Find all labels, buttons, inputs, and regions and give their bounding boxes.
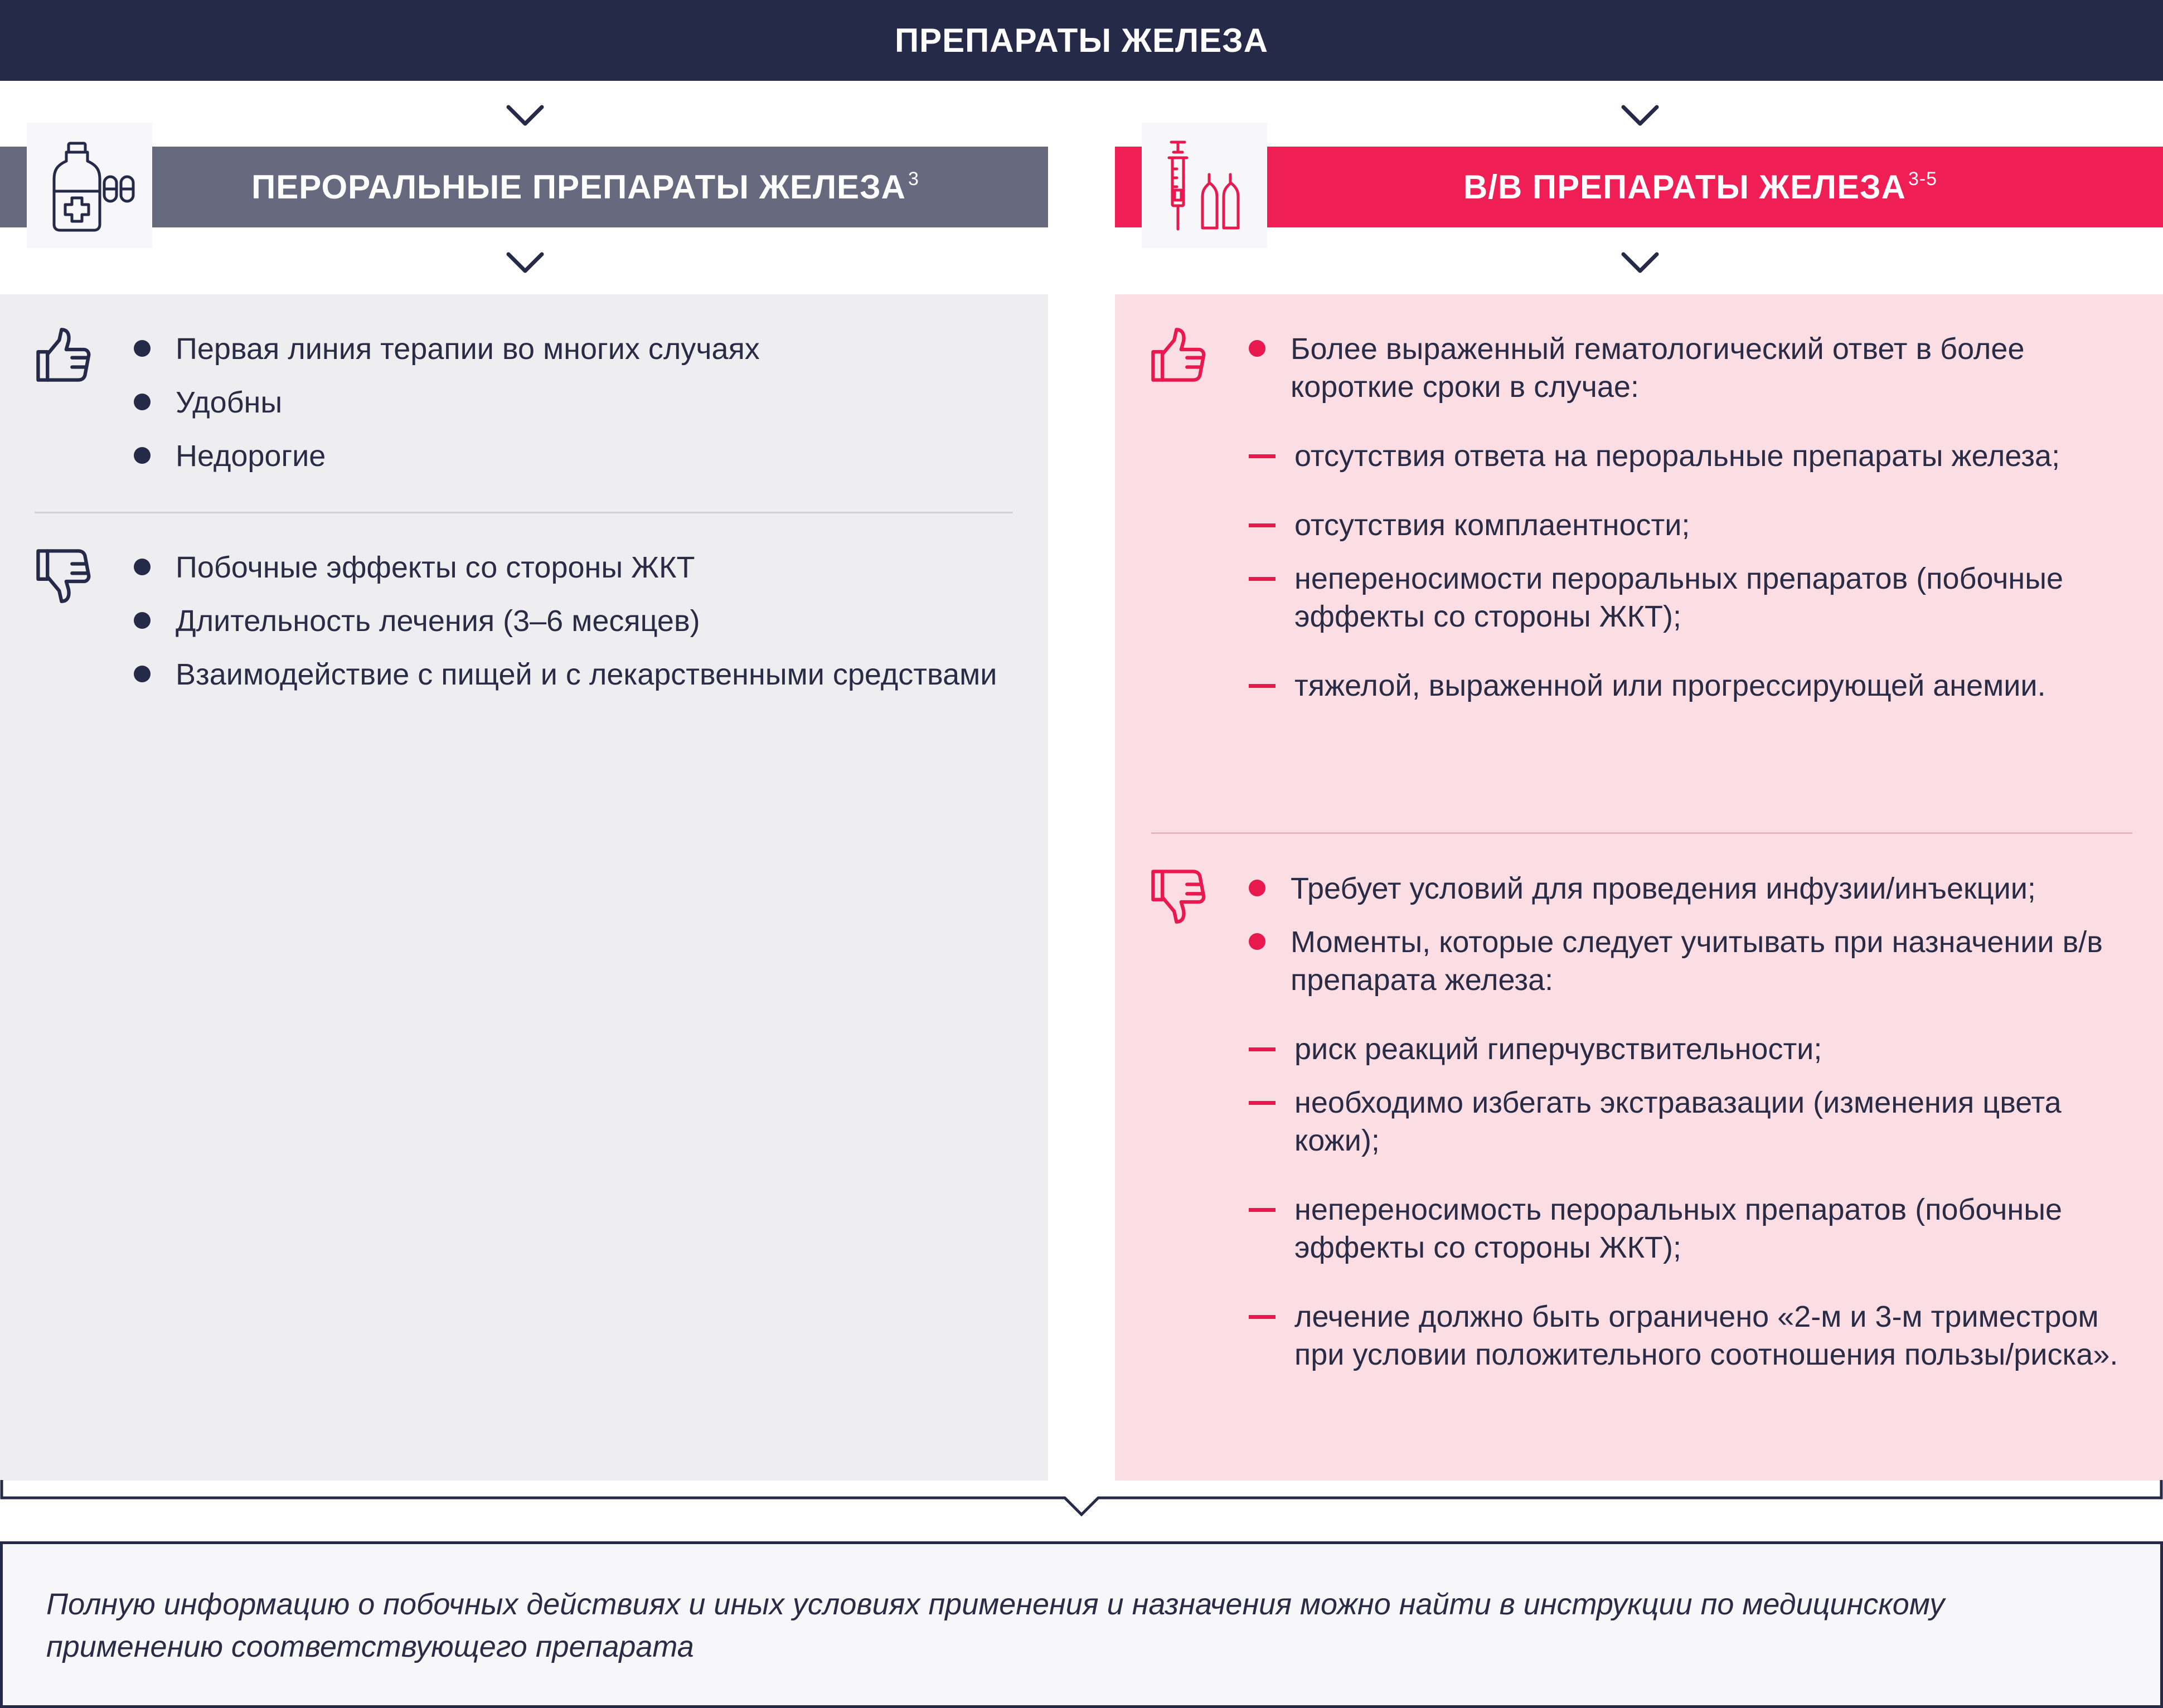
list-item: Первая линия терапии во многих случаях (134, 330, 1026, 368)
list-item: Удобны (134, 384, 1026, 421)
sub-list-item: отсутствия ответа на пероральные препараты железа; (1249, 437, 2141, 475)
bottle-pills-icon (27, 123, 152, 248)
oral-cons-list (134, 549, 1003, 709)
sub-list-item: непереносимости пероральных препаратов (побочные эффекты со стороны ЖКТ); (1249, 560, 2141, 635)
list-item: Моменты, которые следует учитывать при назначении в/в препарата железа: (1249, 923, 2152, 999)
bracket-connector (0, 1480, 2163, 1547)
sub-list-item: риск реакций гиперчувствительности; (1249, 1030, 2152, 1068)
thumbs-up-icon (33, 326, 92, 385)
oral-iron-header (0, 147, 1048, 227)
sub-list-item: отсутствия комплаентности; (1249, 506, 2141, 544)
iv-iron-header (1115, 147, 2163, 227)
note-box (0, 1541, 2163, 1708)
list-item: Недорогие (134, 437, 1026, 475)
list-item: Взаимодействие с пищей и с лекарственными средствами (134, 656, 1003, 693)
thumbs-up-icon (1148, 326, 1207, 385)
iv-cons-sublist (1249, 1030, 2152, 1374)
iv-iron-title: В/В ПРЕПАРАТЫ ЖЕЛЕЗА (1463, 168, 1906, 206)
list-item: Более выраженный гематологический ответ в более короткие сроки в случае: (1249, 330, 2141, 406)
oral-iron-title: ПЕРОРАЛЬНЫЕ ПРЕПАРАТЫ ЖЕЛЕЗА (251, 168, 906, 206)
oral-iron-title-ref: 3 (908, 168, 919, 190)
main-title: ПРЕПАРАТЫ ЖЕЛЕЗА (894, 22, 1269, 59)
main-title-banner (0, 0, 2163, 81)
sub-list-item: необходимо избегать экстравазации (изменения цвета кожи); (1249, 1084, 2152, 1159)
sub-list-item: лечение должно быть ограничено «2-м и 3-м триместром при условии положительного соотношения пользы/риска». (1249, 1298, 2152, 1374)
sub-list-item: тяжелой, выраженной или прогрессирующей анемии. (1249, 667, 2141, 705)
divider (35, 512, 1013, 513)
chevron-down-icon (1621, 251, 1660, 274)
list-item: Длительность лечения (3–6 месяцев) (134, 602, 1003, 640)
iv-pros-list (1249, 330, 2141, 406)
syringe-ampoules-icon (1142, 123, 1267, 248)
thumbs-down-icon (33, 546, 92, 605)
iv-iron-title-ref: 3-5 (1908, 168, 1938, 190)
note-text: Полную информацию о побочных действиях и иных условиях применения и назначения можно найти в инструкции по медицинскому применению соответствующего препарата (46, 1588, 1945, 1663)
oral-pros-list (134, 330, 1026, 491)
iv-cons-block (1249, 870, 2152, 1405)
list-item: Побочные эффекты со стороны ЖКТ (134, 549, 1003, 586)
chevron-down-icon (506, 251, 545, 274)
list-item: Требует условий для проведения инфузии/инъекции; (1249, 870, 2152, 908)
thumbs-down-icon (1148, 867, 1207, 925)
chevron-down-icon (506, 104, 545, 127)
sub-list-item: непереносимость пероральных препаратов (побочные эффекты со стороны ЖКТ); (1249, 1191, 2152, 1267)
chevron-down-icon (1621, 104, 1660, 127)
iv-pros-sublist (1249, 437, 2141, 705)
iv-cons-list (1249, 870, 2152, 999)
iv-pros-block (1249, 330, 2141, 736)
divider (1151, 832, 2132, 834)
